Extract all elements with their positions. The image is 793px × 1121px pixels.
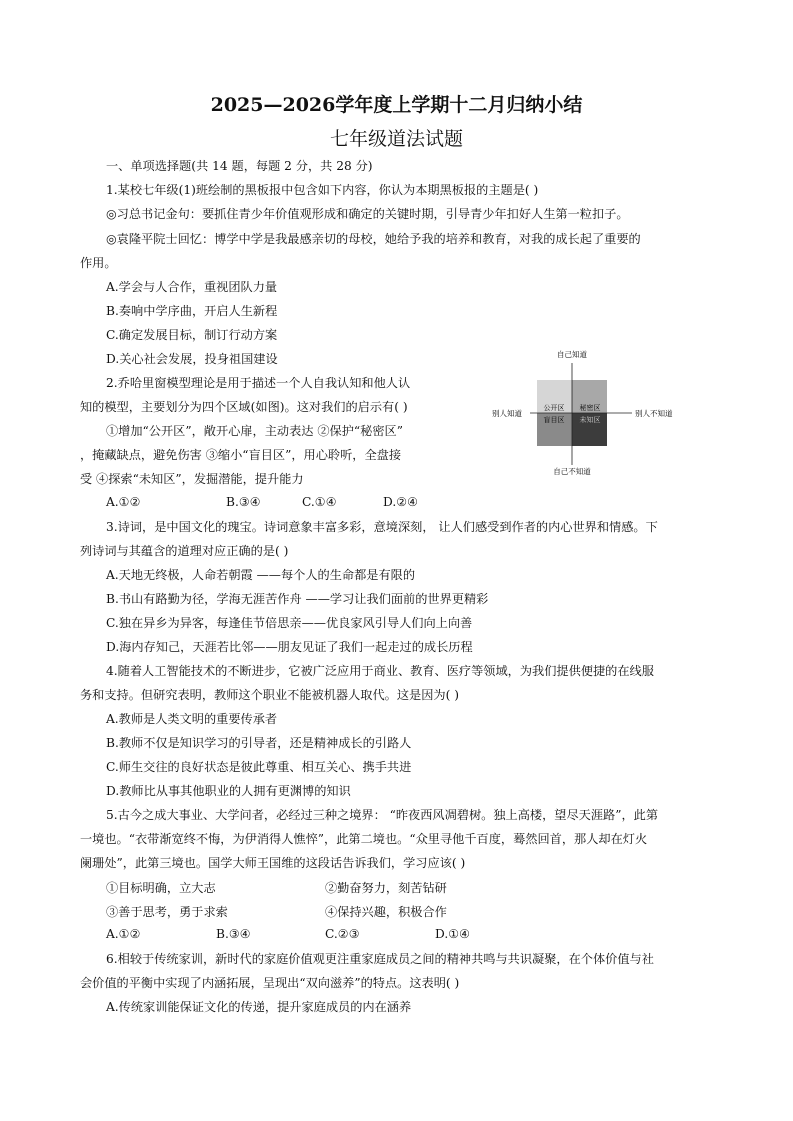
q6-line-2: 会价值的平衡中实现了内涵拓展，呈现出“双向滋养”的特点。这表明( ) (80, 976, 460, 990)
q5-statement-4: ④保持兴趣，积极合作 (325, 905, 447, 919)
label-self-know: 自己知道 (557, 350, 587, 359)
q5-option-d: D.①④ (435, 927, 471, 941)
q5-option-b: B.③④ (216, 927, 251, 941)
q1-stem: 1.某校七年级(1)班绘制的黑板报中包含如下内容，你认为本期黑板报的主题是( ) (106, 183, 539, 197)
q2-line-4: ，掩藏缺点，避免伤害 ③缩小“盲目区”，用心聆听，全盘接 (80, 448, 402, 462)
q1-option-d: D.关心社会发展，投身祖国建设 (106, 352, 278, 366)
q4-option-d: D.教师比从事其他职业的人拥有更渊博的知识 (106, 784, 351, 798)
q1-material-2-cont: 作用。 (80, 256, 117, 270)
label-blind-area: 盲目区 (543, 416, 565, 424)
q5-statement-1: ①目标明确，立大志 (106, 881, 216, 895)
q1-material-1: ◎习总书记金句：要抓住青少年价值观形成和确定的关键时期，引导青少年扣好人生第一粒扣子。 (106, 207, 629, 221)
q4-option-b: B.教师不仅是知识学习的引导者，还是精神成长的引路人 (106, 736, 412, 750)
q4-option-c: C.师生交往的良好状态是彼此尊重、相互关心、携手共进 (106, 760, 412, 774)
q1-option-c: C.确定发展目标，制订行动方案 (106, 328, 278, 342)
q3-option-a: A.天地无终极，人命若朝霞 ——每个人的生命都是有限的 (106, 568, 416, 582)
q2-option-b: B.③④ (226, 495, 261, 509)
q5-statement-3: ③善于思考，勇于求索 (106, 905, 228, 919)
label-others-not-know: 别人不知道 (635, 409, 673, 418)
q6-line-1: 6.相较于传统家训，新时代的家庭价值观更注重家庭成员之间的精神共鸣与共识凝聚，在个体价值与社 (106, 952, 654, 966)
q5-option-c: C.②③ (325, 927, 360, 941)
q1-option-a: A.学会与人合作，重视团队力量 (106, 280, 278, 294)
q5-statement-2: ②勤奋努力，刻苦钻研 (325, 881, 447, 895)
label-self-not-know: 自己不知道 (553, 467, 591, 475)
q2-line-1: 2.乔哈里窗模型理论是用于描述一个人自我认知和他人认 (106, 376, 411, 390)
q3-line-2: 列诗词与其蕴含的道理对应正确的是( ) (80, 544, 289, 558)
q4-line-2: 务和支持。但研究表明，教师这个职业不能被机器人取代。这是因为( ) (80, 688, 460, 702)
q2-option-d: D.②④ (383, 495, 419, 509)
q3-option-c: C.独在异乡为异客，每逢佳节倍思亲——优良家风引导人们向上向善 (106, 616, 473, 630)
q6-option-a: A.传统家训能保证文化的传递，提升家庭成员的内在涵养 (106, 1000, 412, 1014)
q2-line-2: 知的模型，主要划分为四个区域(如图)。这对我们的启示有( ) (80, 400, 408, 414)
label-others-know: 别人知道 (492, 409, 522, 418)
document-subtitle: 七年级道法试题 (329, 128, 463, 150)
q3-option-b: B.书山有路勤为径，学海无涯苦作舟 ——学习让我们面前的世界更精彩 (106, 592, 489, 606)
q4-line-1: 4.随着人工智能技术的不断进步，它被广泛应用于商业、教育、医疗等领域，为我们提供便捷的在线服 (106, 664, 654, 678)
q2-line-3: ①增加“公开区”，敞开心扉，主动表达 ②保护“秘密区” (106, 424, 403, 438)
johari-window-diagram (490, 345, 700, 475)
label-open-area: 公开区 (543, 404, 565, 412)
q2-line-5: 受 ④探索“未知区”，发掘潜能，提升能力 (80, 472, 304, 486)
q1-material-2: ◎袁隆平院士回忆：博学中学是我最感亲切的母校，她给予我的培养和教育，对我的成长起了重要的 (106, 232, 641, 246)
label-secret-area: 秘密区 (579, 404, 601, 412)
q5-option-a: A.①② (106, 927, 141, 941)
document-title: 2025—2026学年度上学期十二月归纳小结 (210, 94, 583, 116)
q2-option-a: A.①② (106, 495, 141, 509)
q4-option-a: A.教师是人类文明的重要传承者 (106, 712, 278, 726)
q5-line-3: 阑珊处”，此第三境也。国学大师王国维的这段话告诉我们，学习应该( ) (80, 856, 466, 870)
q3-line-1: 3.诗词，是中国文化的瑰宝。诗词意象丰富多彩，意境深刻， 让人们感受到作者的内心世界和情感。下 (106, 520, 658, 534)
label-unknown-area: 未知区 (579, 416, 601, 424)
q3-option-d: D.海内存知己，天涯若比邻——朋友见证了我们一起走过的成长历程 (106, 640, 473, 654)
q5-line-2: 一境也。“衣带渐宽终不悔，为伊消得人憔悴”，此第二境也。“众里寻他千百度，蓦然回首，那人却在灯火 (80, 832, 648, 846)
q2-option-c: C.①④ (302, 495, 337, 509)
section-heading: 一、单项选择题(共 14 题，每题 2 分，共 28 分) (106, 159, 373, 173)
q1-option-b: B.奏响中学序曲，开启人生新程 (106, 304, 278, 318)
q5-line-1: 5.古今之成大事业、大学问者，必经过三种之境界： “昨夜西风凋碧树。独上高楼，望尽天涯路”，此第 (106, 808, 659, 822)
